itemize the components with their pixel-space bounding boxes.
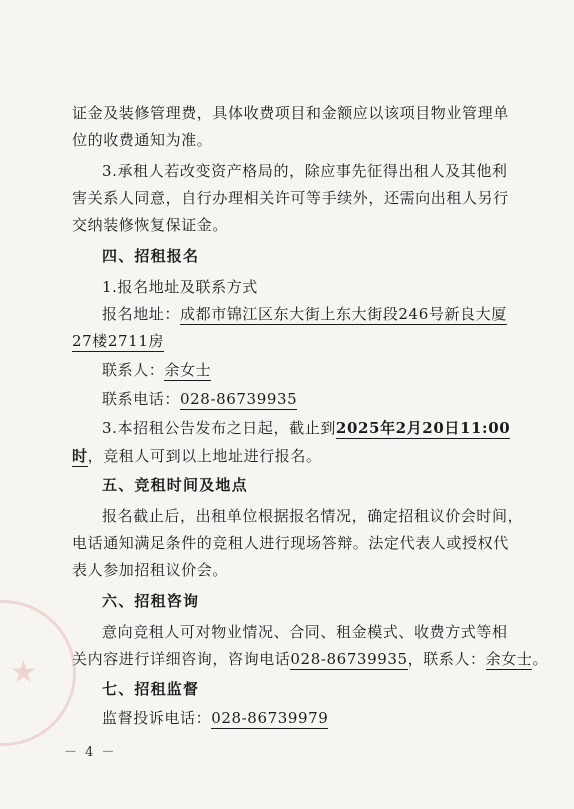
consult-name: 余女士: [485, 650, 533, 668]
deadline-line: [102, 418, 542, 438]
paragraph-line: 报名截止后，出租单位根据报名情况，确定招租议价会时间，: [102, 507, 524, 525]
deadline-rest: ，竞租人可到以上地址进行报名。: [87, 447, 322, 465]
contact-name: 余女士: [164, 361, 212, 379]
paragraph-line: 表人参加招租议价会。: [72, 561, 229, 579]
address-label: 报名地址：: [102, 305, 181, 323]
phone-value: 028-86739935: [180, 390, 298, 408]
consult-phone: 028-86739935: [290, 650, 408, 668]
section-heading: 四、招租报名: [102, 247, 200, 265]
address-line: [102, 304, 542, 324]
address-line-cont: [72, 331, 512, 351]
paragraph-line: 证金及装修管理费，具体收费项目和金额应以该项目物业管理单: [72, 104, 509, 122]
paragraph-line: 电话通知满足条件的竞租人进行现场答辩。法定代表人或授权代: [72, 534, 509, 552]
paragraph-line: 1.报名地址及联系方式: [102, 278, 258, 296]
deadline-date: 2025年2月20日11:00: [335, 419, 511, 437]
supervision-line: [102, 708, 542, 728]
paragraph-line: 3.承租人若改变资产格局的，除应事先征得出租人及其他利: [102, 162, 508, 180]
paragraph-line: 害关系人同意，自行办理相关许可等手续外，还需向出租人另行: [72, 189, 509, 207]
paragraph-line: 交纳装修恢复保证金。: [72, 216, 229, 234]
contact-label: 联系人：: [102, 361, 165, 379]
consult-text: 关内容进行详细咨询，咨询电话: [72, 650, 291, 668]
deadline-text: 3.本招租公告发布之日起，截止到: [102, 419, 336, 437]
seal-star-icon: ★: [10, 655, 37, 690]
consult-line: [72, 649, 549, 669]
section-heading: 七、招租监督: [102, 680, 200, 698]
consult-mid: ，联系人：: [407, 650, 486, 668]
consult-end: 。: [532, 650, 549, 668]
deadline-hour: 时: [72, 447, 88, 465]
address-value-cont: 27楼2711房: [72, 332, 165, 350]
deadline-line-cont: [72, 446, 512, 466]
address-value: 成都市锦江区东大街上东大街段246号新良大厦: [180, 305, 507, 323]
supervision-phone: 028-86739979: [211, 709, 329, 727]
supervision-label: 监督投诉电话：: [102, 709, 212, 727]
phone-line: [102, 389, 542, 409]
contact-line: [102, 360, 542, 380]
paragraph-line: 位的收费通知为准。: [72, 131, 213, 149]
section-heading: 六、招租咨询: [102, 592, 200, 610]
page-number: － 4 －: [64, 745, 117, 760]
section-heading: 五、竞租时间及地点: [102, 476, 248, 494]
phone-label: 联系电话：: [102, 390, 181, 408]
paragraph-line: 意向竞租人可对物业情况、合同、租金模式、收费方式等相: [102, 623, 508, 641]
